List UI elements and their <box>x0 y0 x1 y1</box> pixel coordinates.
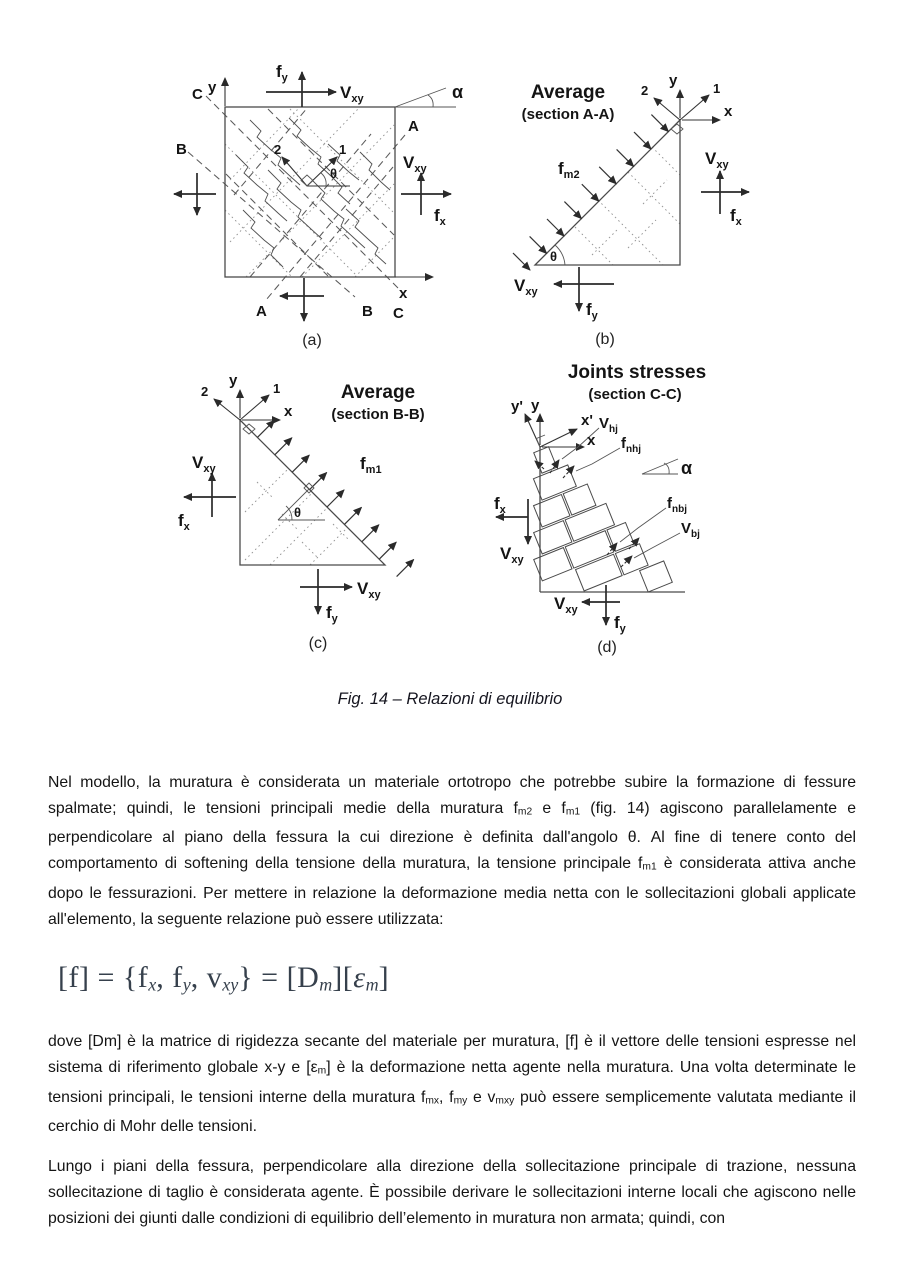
joint-dotted-lines <box>225 109 394 277</box>
label-x-axis: x <box>724 103 733 120</box>
label-fx: $f_x$ <box>178 511 190 533</box>
label-fm2: $f_{m2}$ <box>558 159 580 181</box>
panel-c-subtitle: (section B-B) <box>331 406 425 423</box>
paragraph-2: dove [Dm] è la matrice di rigidezza secante del materiale per muratura, [f] è il vettore delle tensioni espresse nel sistema di riferimento globale x-y e $[\varepsilon_m]$ è la deformazione netta agente nella muratura. Una volta determinate le tensioni principali, le tensioni interne della muratura $f_{mx}$, $f_{my}$ e $v_{mxy}$ può essere semplicemente valutata mediante il cerchio di Mohr delle tensioni. <box>48 1033 857 1136</box>
panel-a-tag: (a) <box>302 332 322 349</box>
label-fx: $f_x$ <box>730 206 742 228</box>
label-fy: $f_y$ <box>326 603 338 625</box>
label-axis-2: 2 <box>201 384 209 399</box>
xy-axes <box>525 414 584 447</box>
masonry-bricks <box>497 423 673 627</box>
panel-c-tag: (c) <box>308 635 328 652</box>
wedge-outline <box>535 120 680 265</box>
label-axis-2: 2 <box>274 142 282 157</box>
label-vhj: $V_{hj}$ <box>599 415 618 435</box>
label-section-c-top: C <box>192 86 203 103</box>
panel-d-tag: (d) <box>597 639 617 656</box>
label-axis-1: 1 <box>339 142 347 157</box>
label-vbj: $V_{bj}$ <box>681 520 700 540</box>
wedge-outline <box>240 420 385 565</box>
label-alpha: α <box>452 82 464 102</box>
label-fnhj: $f_{nhj}$ <box>621 435 641 455</box>
panel-b-average-section-aa-diagram <box>480 52 800 352</box>
panel-d-title: Joints stresses <box>567 362 707 383</box>
panel-c-title: Average <box>340 382 416 403</box>
label-vxy-left: $V_{xy}$ <box>500 544 524 566</box>
label-section-c-bottom: C <box>393 305 404 322</box>
label-y-axis: y <box>531 397 540 414</box>
force-crosses <box>174 72 451 321</box>
label-theta: θ <box>294 505 302 520</box>
label-vxy-bottom: $V_{xy}$ <box>357 579 381 601</box>
label-alpha: α <box>681 458 693 478</box>
label-vxy-right: $V_{xy}$ <box>403 153 427 175</box>
equation: $[f] = \{f_x$, $f_y$, $v_{xy}\} = [D_m][\varepsilon_m]$ <box>58 960 390 995</box>
section-lines <box>188 96 405 300</box>
label-y-axis: y <box>669 72 678 89</box>
panel-d-subtitle: (section C-C) <box>588 386 682 403</box>
label-fx: $f_x$ <box>434 206 446 228</box>
label-vxy-bottom: $V_{xy}$ <box>514 276 538 298</box>
fm2-compression-arrows <box>513 115 668 270</box>
label-y-axis: y <box>208 79 217 96</box>
label-fy: $f_y$ <box>614 613 626 635</box>
label-section-a-bottom: A <box>256 303 267 320</box>
panel-c-average-section-bb-diagram <box>150 352 480 660</box>
label-section-b-bottom: B <box>362 303 373 320</box>
force-crosses <box>184 473 352 614</box>
label-theta: θ <box>330 166 338 181</box>
force-crosses <box>554 171 749 311</box>
label-x-axis: x <box>399 285 408 302</box>
alpha-wedge <box>395 88 456 107</box>
label-x-axis: x <box>587 432 596 449</box>
label-section-a-top: A <box>408 118 419 135</box>
body-text <box>48 770 856 1246</box>
label-theta: θ <box>550 249 558 264</box>
panel-b-title: Average <box>530 82 606 103</box>
theta-construction <box>278 483 325 520</box>
figure-caption: Fig. 14 – Relazioni di equilibrio <box>337 690 563 708</box>
joint-dotted-lines <box>575 147 680 265</box>
fm1-tension-arrows <box>257 420 413 576</box>
paragraph-3: Lungo i piani della fessura, perpendicolare alla direzione della sollecitazione principale di trazione, nessuna sollecitazione di taglio è considerata agente. È possibile derivare le sollecitazioni interne locali che agiscono nelle posizioni dei giunti dalle condizioni di equilibrio dell’elemento in muratura non armata; quindi, con <box>48 1158 856 1228</box>
label-vxy-left: $V_{xy}$ <box>192 453 216 475</box>
label-fx: $f_x$ <box>494 494 506 516</box>
label-fm1: $f_{m1}$ <box>360 454 382 476</box>
label-axis-1: 1 <box>713 81 721 96</box>
element-outline <box>225 107 395 277</box>
paragraph-1: Nel modello, la muratura è considerata un materiale ortotropo che potrebbe subire la formazione di fessure spalmate; quindi, le tensioni principali medie della muratura $f_{m2}$ e $f_{m1}$ (fig. 14) agiscono parallelamente e perpendicolare al piano della fessura la cui direzione è definita dall'angolo θ. Al fine di tenere conto del comportamento di softening della tensione della muratura, la tensione principale $f_{m1}$ è considerata attiva anche dopo le fessurazioni. Per mettere in relazione la deformazione media netta con le sollecitazioni globali applicate all'elemento, la seguente relazione può essere utilizzata: <box>48 774 857 928</box>
label-vxy-bottom: $V_{xy}$ <box>554 594 578 616</box>
label-fnbj: $f_{nbj}$ <box>667 495 687 515</box>
label-y-axis: y <box>229 372 238 389</box>
panel-d-joints-stresses-diagram <box>480 352 800 660</box>
label-vxy-top: $V_{xy}$ <box>340 83 364 105</box>
label-fy: $f_y$ <box>586 300 598 322</box>
panel-b-tag: (b) <box>595 331 615 348</box>
label-vxy-right: $V_{xy}$ <box>705 149 729 171</box>
panel-a-cracked-element-diagram <box>150 52 480 352</box>
label-axis-2: 2 <box>641 83 649 98</box>
label-section-b-left: B <box>176 141 187 158</box>
xy-axes <box>225 78 433 277</box>
panel-b-subtitle: (section A-A) <box>521 106 615 123</box>
label-x-axis: x <box>284 403 293 420</box>
label-axis-1: 1 <box>273 381 281 396</box>
alpha-wedge <box>642 459 678 474</box>
label-x-prime-axis: x' <box>581 412 593 429</box>
label-y-prime-axis: y' <box>511 398 523 415</box>
figure-14 <box>150 52 800 660</box>
label-fy: $f_y$ <box>276 62 288 84</box>
